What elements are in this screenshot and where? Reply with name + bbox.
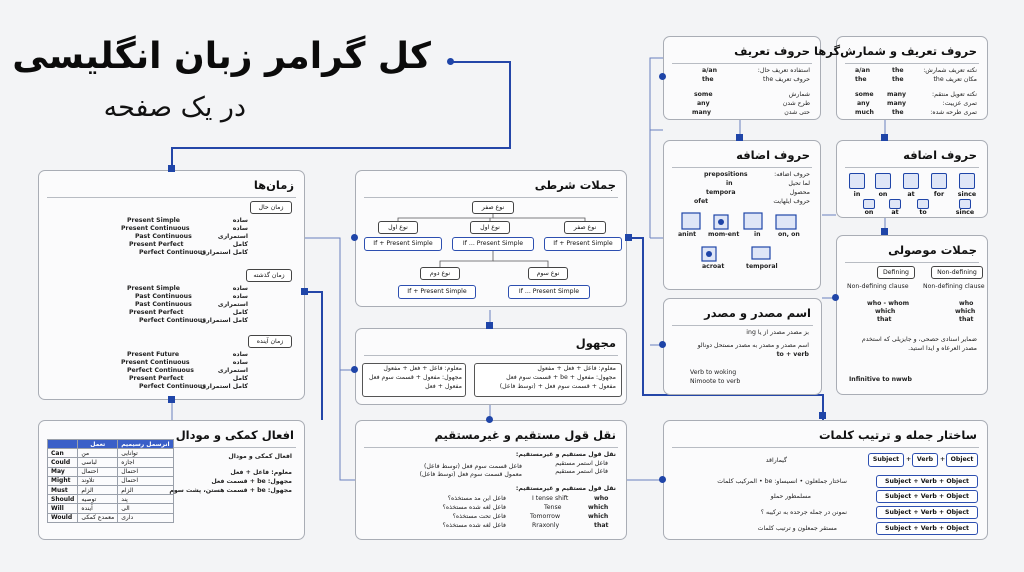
icon-label: at — [907, 191, 915, 198]
tense-item: Present Continuous — [121, 225, 190, 232]
reported-title: نقل قول مستقیم و غیرمستقیم — [434, 428, 616, 442]
icon-label: on, on — [778, 231, 800, 238]
formula-verb: Verb — [912, 453, 938, 467]
reported-word: which — [588, 513, 609, 520]
tense-group-present: زمان حال — [250, 201, 292, 214]
reported-word: I tense shift — [532, 495, 569, 502]
quantifier-word: many — [887, 100, 907, 107]
tense-item: Present Perfect — [129, 309, 184, 316]
tense-label: ساده — [232, 351, 248, 358]
article-many: many — [692, 109, 712, 116]
tense-label: کامل استمراری — [200, 249, 248, 256]
tense-item: Present Continuous — [121, 359, 190, 366]
at-icon — [903, 173, 919, 189]
conditional-type: نوع اول — [470, 221, 510, 234]
reported-line: فاعل لغه شده مستخذه؟ — [442, 522, 506, 529]
tense-group-past: زمان گذشته — [246, 269, 292, 282]
modals-bullet: افعال کمکی و مودال — [228, 453, 292, 460]
since-icon — [959, 173, 975, 189]
relative-pronoun: who - whom — [867, 300, 910, 307]
modals-line: مجهول: be + قسمت فعل — [211, 478, 292, 485]
article-the: the — [702, 76, 714, 83]
reported-word: who — [594, 495, 609, 502]
quantifiers-card — [813, 36, 988, 120]
preposition-word: tempora — [706, 189, 736, 196]
tense-label: استمراری — [217, 301, 248, 308]
preposition-desc: حروف اضافه: — [774, 171, 810, 178]
for-icon — [931, 173, 947, 189]
relative-pronoun: that — [959, 316, 974, 323]
conditional-formula: If + Present Simple — [544, 237, 622, 251]
reported-line: معمول قسمت سوم فعل (توسط فاعل) — [419, 471, 522, 478]
icon-label: acroat — [702, 263, 725, 270]
tense-item: Present Perfect — [129, 375, 184, 382]
tense-item: Present Future — [127, 351, 180, 358]
quantifier-word: the — [892, 67, 904, 74]
relative-line: Non-defining clause — [923, 283, 985, 290]
table-row: Would معمدع کمکی داری — [48, 513, 174, 522]
page-title: کل گرامر زبان انگلیسی — [12, 36, 431, 77]
reported-line: فاعل استمر مستقیم — [555, 468, 608, 475]
reported-heading: نقل قول مستقیم و غیرمستقیم: — [515, 485, 616, 492]
relative-pronoun: that — [877, 316, 892, 323]
tense-label: کامل — [232, 375, 248, 382]
on-icon — [875, 173, 891, 189]
tense-item: Perfect Continuous — [139, 383, 206, 390]
conditional-type: نوع دوم — [420, 267, 460, 280]
passive-line: مجهول: مفعول + قسمت سوم فعل — [368, 374, 462, 381]
relative-note: مصدر العرعاه و ایدا استید. — [908, 345, 977, 352]
tense-item: Present Perfect — [129, 241, 184, 248]
conditionals-card — [355, 170, 627, 307]
reported-line: فاعل لغه شده مستخذه؟ — [442, 504, 506, 511]
table-header: انرسمل رسیمیم — [118, 440, 173, 449]
tense-label: ساده — [232, 293, 248, 300]
connector-node — [659, 476, 666, 483]
preposition-desc: لما تحیل — [788, 180, 810, 187]
table-row: Could لباسی اجازه — [48, 458, 174, 467]
tense-item: Perfect Continuous — [139, 249, 206, 256]
quantifier-word: some — [855, 91, 874, 98]
table-row: May احتمال احتمال — [48, 467, 174, 476]
icon-label: anint — [678, 231, 697, 238]
passive-line: مفعول + فعل — [425, 383, 462, 390]
reported-line: فاعل این مد مستخذه؟ — [447, 495, 506, 502]
reported-heading: نقل قول مستقیم و غیرمستقیم: — [515, 451, 616, 458]
infinitive-gerund-card — [663, 298, 822, 395]
icon-label: on — [864, 209, 874, 216]
modals-card — [38, 420, 305, 540]
connector-node — [486, 322, 493, 329]
icon-label: in — [754, 231, 761, 238]
quantifier-word: many — [887, 91, 907, 98]
tenses-card — [38, 170, 305, 400]
conditional-formula: If + Present Simple — [398, 285, 476, 299]
connector-node — [659, 341, 666, 348]
icon-label: to — [919, 209, 927, 216]
conditional-type: نوع صفر — [564, 221, 606, 234]
reported-line: فاعل تحت مستخذه؟ — [452, 513, 506, 520]
preposition-word: ofet — [694, 198, 709, 205]
icon-label: at — [891, 209, 899, 216]
conditional-formula: If ... Present Simple — [452, 237, 534, 251]
formula-object: Object — [946, 453, 978, 467]
reported-line: فاعل استمر مستقیم — [555, 460, 608, 467]
tense-label: ساده — [232, 285, 248, 292]
connector-node — [832, 294, 839, 301]
reported-word: that — [594, 522, 609, 529]
tense-item: Past Continuous — [135, 293, 192, 300]
tense-label: کامل استمراری — [200, 317, 248, 324]
tense-item: Present Simple — [127, 285, 180, 292]
tense-item: Perfect Continuous — [127, 367, 194, 374]
reported-word: Rraxonly — [532, 522, 560, 529]
relative-title: جملات موصولی — [888, 243, 977, 257]
connector-node — [301, 288, 308, 295]
conditional-type: نوع سوم — [528, 267, 568, 280]
tenses-title: زمان‌ها — [253, 178, 294, 192]
reported-word: Tomorrow — [530, 513, 561, 520]
in-icon — [849, 173, 865, 189]
icon-label: temporal — [746, 263, 778, 270]
tense-label: کامل — [232, 241, 248, 248]
infinitive-line: اسم مصدر و مصدر به مصدر مستحل دونالو — [697, 342, 809, 349]
conditional-formula: If ... Present Simple — [508, 285, 590, 299]
tense-item: Present Simple — [127, 217, 180, 224]
relative-pronoun: which — [955, 308, 976, 315]
passive-line: مجهول: مفعول + be + قسمت سوم فعل — [506, 374, 616, 381]
article-some: some — [694, 91, 713, 98]
preposition-icons — [672, 211, 814, 271]
table-row: Must الزام الزام — [48, 485, 174, 494]
modals-table — [47, 439, 174, 523]
modals-line: مجهول: be + قسمت هستن، پشت سوم — [169, 487, 292, 494]
infinitive-line: Verb to woking — [690, 369, 737, 376]
reported-speech-card — [355, 420, 627, 540]
preposition-desc: حروف ایلهایت — [773, 198, 810, 205]
quantifier-desc: مکان تعریف the — [933, 76, 977, 83]
word-order-formula: Subject + Verb + Object — [876, 506, 978, 519]
icon-label: since — [955, 209, 975, 216]
relative-clauses-card — [836, 235, 988, 395]
tense-group-future: زمان آینده — [248, 335, 292, 348]
connector-node — [736, 134, 743, 141]
connector-node — [881, 134, 888, 141]
conditional-formula: If + Present Simple — [364, 237, 442, 251]
article-desc: طرح شدن — [782, 100, 810, 107]
connector-node — [659, 73, 666, 80]
passive-title: مجهول — [575, 336, 616, 350]
tense-label: ساده — [232, 225, 248, 232]
table-row: Should توصیه پند — [48, 495, 174, 504]
word-order-line: نمونن در جمله جرحده به ترکیبه ؟ — [760, 509, 847, 516]
word-order-line: مسلمطور حملو — [770, 493, 811, 500]
connector-node — [168, 396, 175, 403]
word-order-line: ساختار جملعلون • انسیساو: be • المرکیب کلمات — [717, 478, 847, 485]
relative-pronoun: which — [875, 308, 896, 315]
quantifier-word: a/an — [855, 67, 871, 74]
infinitive-line: بز مصدر مصدر از یا ing — [746, 329, 809, 336]
word-order-line: گیماراقد — [765, 457, 787, 464]
quantifiers-title: حروف تعریف و شمارش‌گرها — [813, 44, 977, 58]
connector-node — [819, 412, 826, 419]
reported-line: فاعل قسمت سوم فعل (توسط فاعل) — [423, 463, 522, 470]
passive-line: معلوم: فاعل + فعل + مفعول — [383, 365, 462, 372]
quantifier-word: much — [855, 109, 874, 116]
article-desc: حروف تعریف the — [763, 76, 810, 83]
defining-tag: Defining — [877, 266, 915, 279]
connector-node — [625, 234, 632, 241]
table-row: Can من توانایی — [48, 449, 174, 458]
conditionals-title: جملات شرطی — [534, 178, 616, 192]
article-desc: شمارش — [788, 91, 810, 98]
icon-label: in — [853, 191, 861, 198]
page-subtitle: در یک صفحه — [103, 92, 246, 123]
tense-label: ساده — [232, 359, 248, 366]
reported-word: which — [588, 504, 609, 511]
icon-label: mom-ent — [708, 231, 740, 238]
connector-node — [351, 366, 358, 373]
reported-word: Tense — [544, 504, 562, 511]
quantifier-word: any — [857, 100, 870, 107]
prepositions-title: حروف اضافه — [736, 148, 810, 162]
tense-label: کامل استمراری — [200, 383, 248, 390]
relative-note: Infinitive to nwwb — [849, 376, 912, 383]
table-row: Might تلاوند احتمال — [48, 476, 174, 485]
tense-item: Past Continuous — [135, 233, 192, 240]
word-order-formula: Subject + Verb + Object — [876, 490, 978, 503]
quantifier-desc: نکته تعویل منتقم: — [932, 91, 977, 98]
tense-label: ساده — [232, 217, 248, 224]
connector-node — [486, 416, 493, 423]
conditional-root: نوع صفر — [472, 201, 514, 214]
prepositions-icons-card — [836, 140, 988, 218]
article-a-an: a/an — [702, 67, 718, 74]
articles-card — [663, 36, 821, 120]
article-desc: حتی شدن — [784, 109, 810, 116]
relative-line: Non-defining clause — [847, 283, 909, 290]
to-icon — [917, 199, 929, 209]
word-order-line: مستقر جمعلون و ترتیب کلمات — [757, 525, 837, 532]
preposition-desc: محصول — [789, 189, 810, 196]
table-header: تعمل — [78, 440, 118, 449]
prepositions-title: حروف اضافه — [903, 148, 977, 162]
quantifier-word: the — [892, 76, 904, 83]
preposition-word: prepositions — [704, 171, 748, 178]
conditional-tree-lines — [356, 171, 628, 308]
tense-label: کامل — [232, 309, 248, 316]
icon-label: since — [957, 191, 977, 198]
modals-title: افعال کمکی و مودال — [175, 428, 294, 442]
preposition-word: in — [726, 180, 733, 187]
tense-item: Perfect Continuous — [139, 317, 206, 324]
articles-title: حروف تعریف — [734, 44, 810, 58]
word-order-title: ساختار جمله و ترتیب کلمات — [818, 428, 977, 442]
word-order-formula: Subject + Verb + Object — [876, 475, 978, 488]
prepositions-card — [663, 140, 821, 290]
passive-line: مفعول + قسمت سوم فعل + (توسط فاعل) — [499, 383, 616, 390]
article-any: any — [697, 100, 710, 107]
connector-node — [168, 165, 175, 172]
quantifier-desc: تمری طرحه شده: — [930, 109, 977, 116]
quantifier-desc: نکته تعریف شمارش: — [923, 67, 977, 74]
connector-node — [447, 58, 454, 65]
tense-label: استمراری — [217, 233, 248, 240]
on-icon — [863, 199, 875, 209]
tense-label: استمراری — [217, 367, 248, 374]
connector-node — [881, 228, 888, 235]
modals-line: معلوم: فاعل + فعل — [230, 469, 292, 476]
tense-item: Past Continuous — [135, 301, 192, 308]
quantifier-word: the — [855, 76, 867, 83]
passive-line: معلوم: فاعل + فعل + مفعول — [537, 365, 616, 372]
icon-label: for — [933, 191, 945, 198]
passive-card — [355, 328, 627, 405]
quantifier-desc: تمری عزییت: — [942, 100, 977, 107]
article-desc: استفاده تعریف حال: — [757, 67, 810, 74]
formula-subject: Subject — [868, 453, 904, 467]
word-order-formula: Subject + Verb + Object — [876, 522, 978, 535]
infinitive-line: Nimoote to verb — [690, 378, 741, 385]
relative-note: ضمایر اسنادی حصحی، و جایزیلی که استخدم — [861, 336, 977, 343]
relative-pronoun: who — [959, 300, 974, 307]
table-row: Will آینده الی — [48, 504, 174, 513]
at-icon — [889, 199, 901, 209]
quantifier-word: the — [892, 109, 904, 116]
non-defining-tag: Non-defining — [931, 266, 983, 279]
word-order-card: ساختار جمله و ترتیب کلمات Subject + Verb + Object گیماراقد ساختار جملعلون • انسیساو: be • المرکیب کلمات Subject + Verb + Object مسلمطور حملو Subject + Verb + Object نمونن در جمله جرحده به ترکیبه ؟ Subject + Verb + Object مستقر جمعلون و ترتیب کلمات Subject + Verb + Object — [663, 420, 988, 540]
since-icon — [959, 199, 971, 209]
infinitive-line: to + verb — [776, 351, 809, 358]
conditional-type: نوع اول — [378, 221, 418, 234]
icon-label: on — [878, 191, 888, 198]
connector-node — [351, 234, 358, 241]
infinitive-title: اسم مصدر و مصدر — [704, 306, 811, 320]
